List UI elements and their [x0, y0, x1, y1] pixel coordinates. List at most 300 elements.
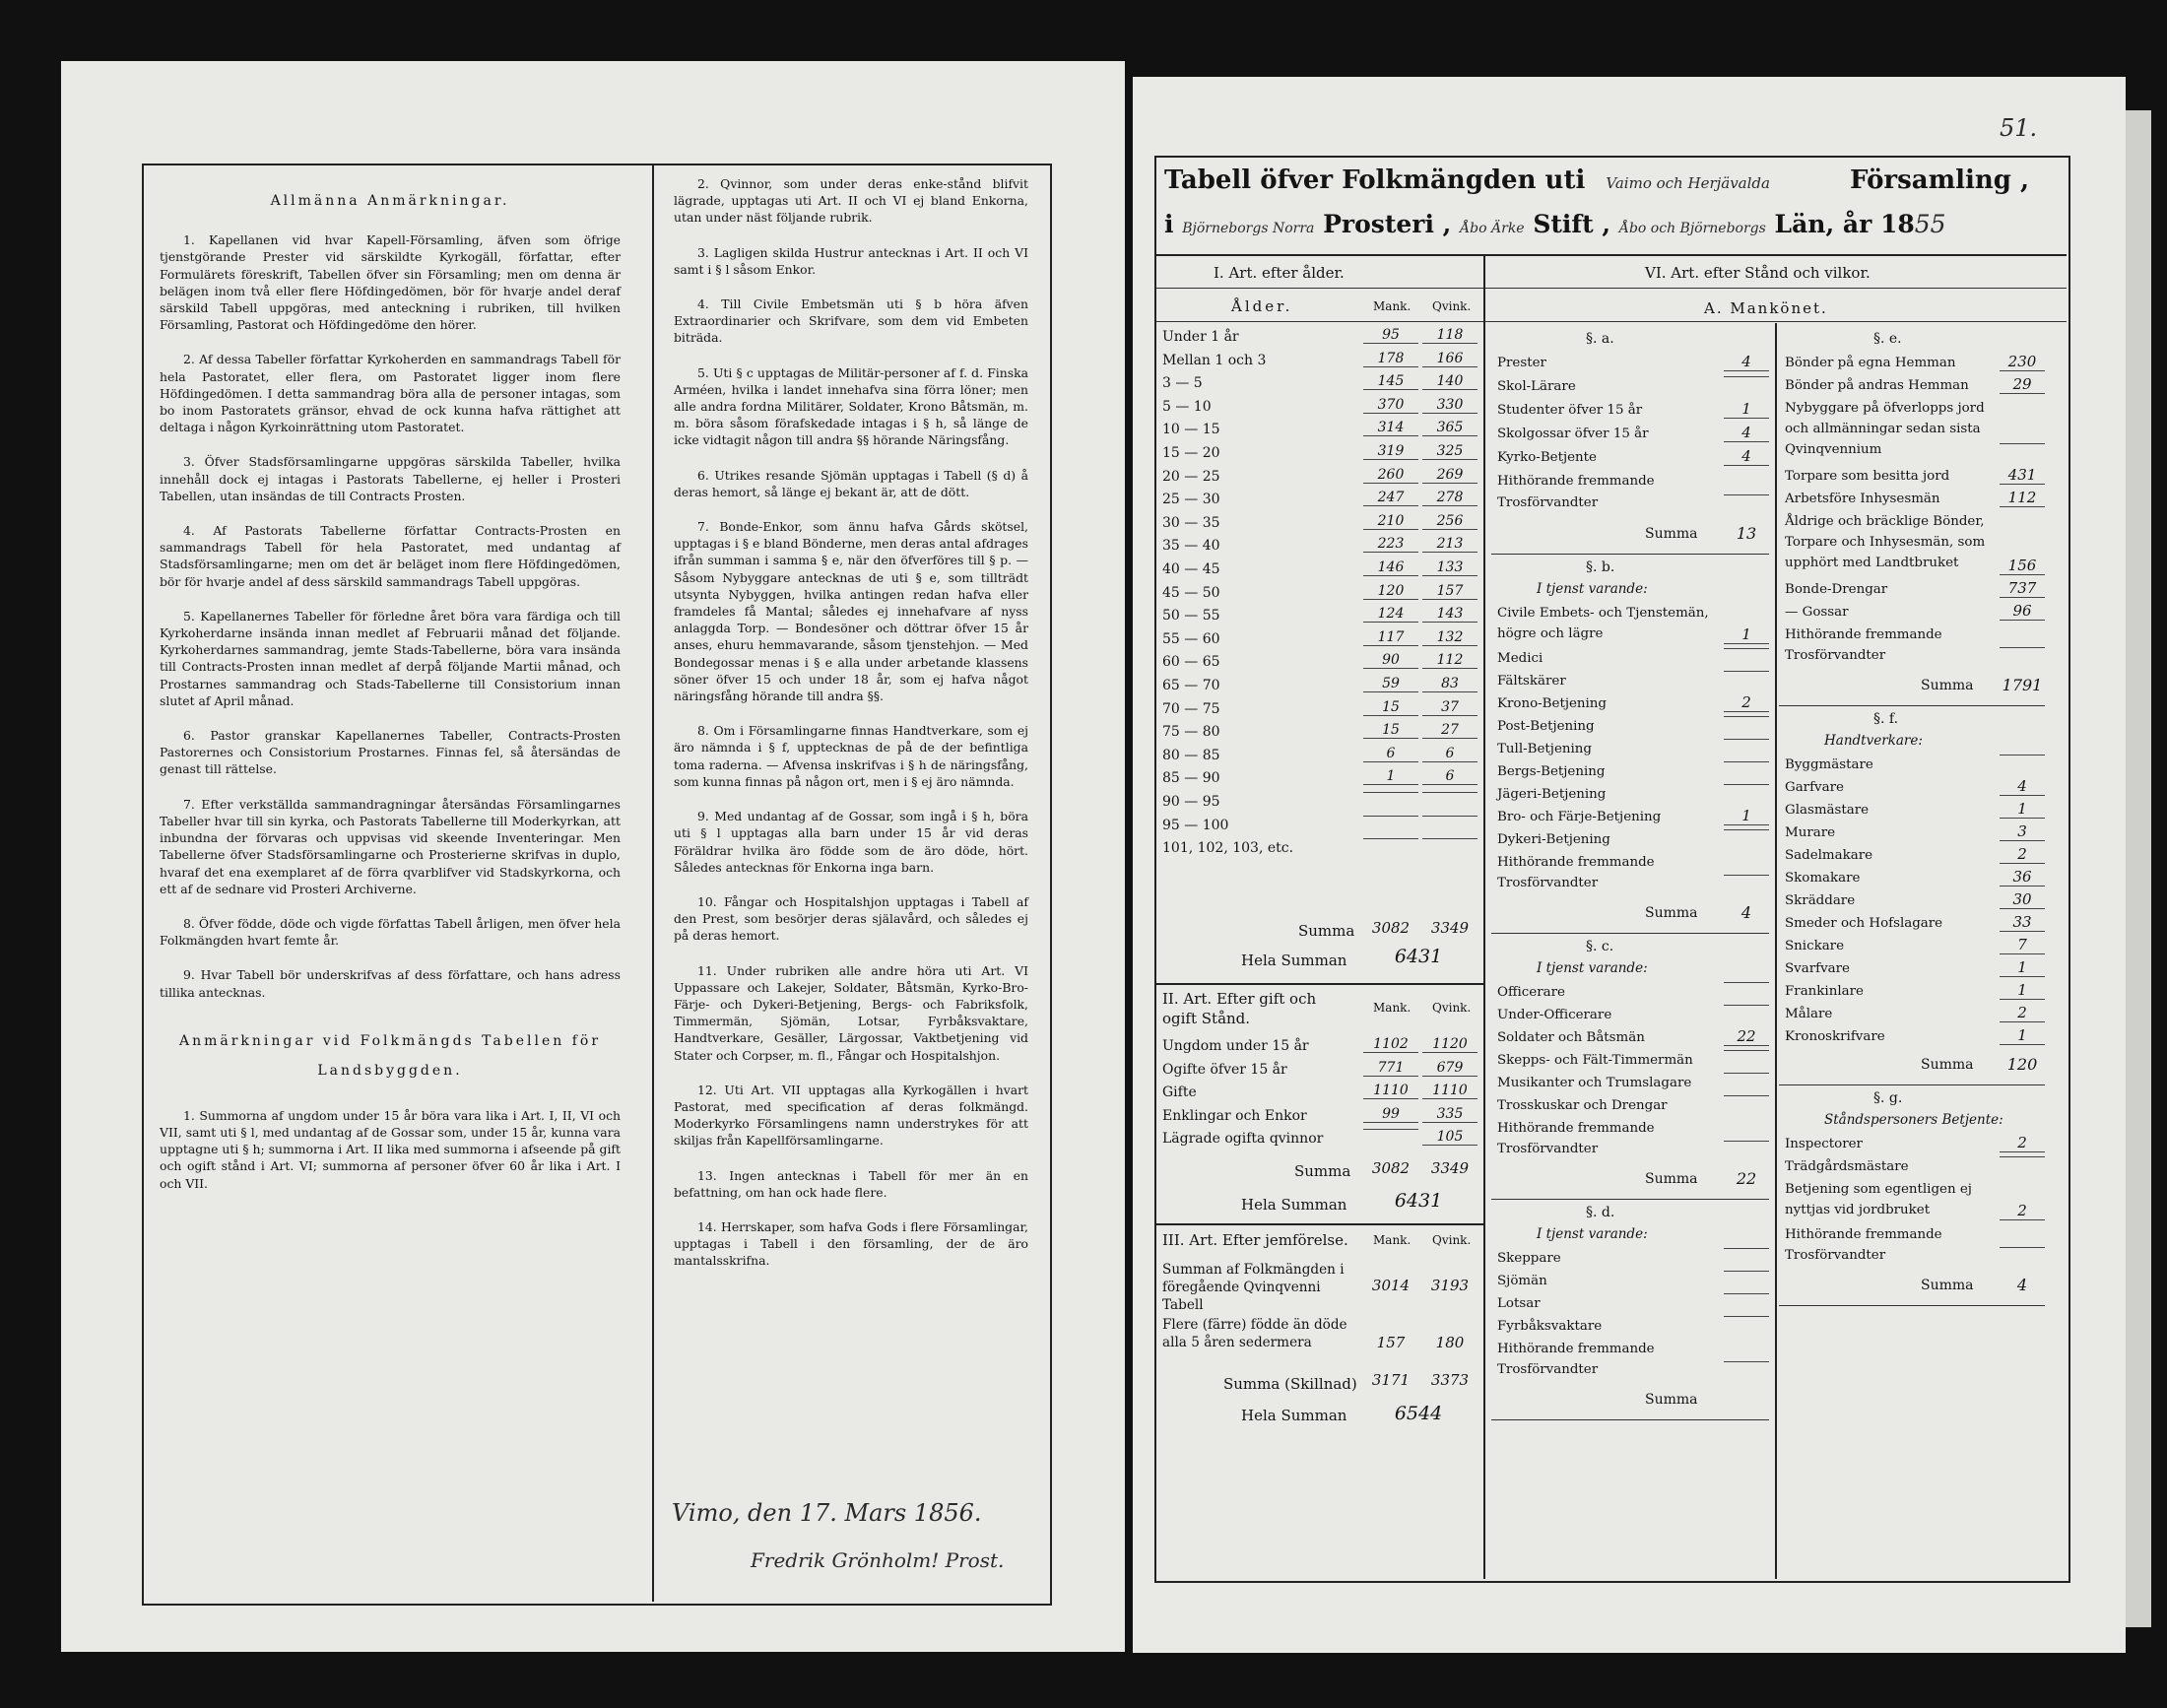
section-summa-value: 22	[1736, 1169, 1757, 1188]
page-number: 51.	[2000, 114, 2038, 142]
civil-status-row-men: 1110	[1363, 1083, 1418, 1099]
age-row-label: 3 — 5	[1162, 375, 1203, 392]
age-row-label: 5 — 10	[1162, 398, 1212, 415]
section-rule	[1779, 705, 2045, 706]
section-row-value: 4	[1724, 424, 1769, 442]
age-row-men: 59	[1363, 676, 1418, 692]
art3-row-women: 180	[1435, 1334, 1465, 1351]
section-row-label: Krono-Betjening	[1497, 696, 1608, 711]
section-row-value: 431	[2000, 466, 2045, 485]
civil-status-row-label: Enklingar och Enkor	[1162, 1107, 1307, 1124]
remark-paragraph: 4. Af Pastorats Tabellerne författar Contracts-Prosten en sammandrags Tabell för hela Pastoratet, med undantag af Stadsförsamlingarne; men om det är beläget inom flere Höfdingedömen, bör för hvarje andel af dess särskild sammandrags Tabell uppgöras.	[160, 523, 621, 589]
section-row-label: Hithörande fremmande Trosförvandter	[1497, 855, 1655, 890]
age-row-label: 80 — 85	[1162, 747, 1220, 763]
age-row-women: 118	[1422, 327, 1478, 344]
age-row-label: 20 — 25	[1162, 468, 1220, 485]
section-row-value	[1724, 1005, 1769, 1006]
section-row-value: 30	[2000, 890, 2045, 909]
section-rule	[1491, 554, 1769, 555]
art2-rule	[1156, 983, 1483, 985]
art3-summa-label: Summa (Skillnad)	[1223, 1375, 1357, 1393]
age-row-women	[1422, 792, 1478, 793]
section-title: §. a.	[1586, 331, 1614, 347]
age-row-women: 325	[1422, 443, 1478, 460]
section-row-value: 2	[2000, 845, 2045, 864]
age-row-women: 140	[1422, 373, 1478, 390]
section-summa-label: Summa	[1645, 526, 1698, 542]
section-row-label: Hithörande fremmande Trosförvandter	[1785, 627, 1942, 663]
section-row-value: 156	[2000, 557, 2045, 575]
section-title: §. b.	[1586, 559, 1615, 575]
civil-status-row-label: Ungdom under 15 år	[1162, 1038, 1309, 1054]
section-row-value	[2000, 1247, 2045, 1248]
section-row-label: Skepps- och Fält-Timmermän	[1497, 1053, 1693, 1068]
section-row-label: — Gossar	[1785, 605, 1849, 620]
section-row-label: Trädgårdsmästare	[1785, 1159, 1909, 1174]
age-row-men: 223	[1363, 536, 1418, 553]
age-row-men: 370	[1363, 397, 1418, 414]
age-row-label: 101, 102, 103, etc.	[1162, 840, 1294, 857]
art3-row-label: Summan af Folkmängden i föregående Qvinqvenni Tabell	[1162, 1262, 1345, 1313]
age-row-women: 365	[1422, 420, 1478, 436]
art1-header-rule	[1156, 321, 1483, 322]
section-row-label: Fältskärer	[1497, 674, 1566, 689]
title-text: Län, år 18	[1774, 210, 1915, 238]
section-row-value	[1724, 716, 1769, 717]
title-text: Tabell öfver Folkmängden uti	[1164, 165, 1586, 195]
age-row-women: 278	[1422, 490, 1478, 506]
art6-title: VI. Art. efter Stånd och vilkor.	[1645, 264, 1871, 282]
section-row-label: Svarfvare	[1785, 961, 1850, 976]
remark-paragraph: 1. Kapellanen vid hvar Kapell-Församling, äfven som öfrige tjenstgörande Prester vid särskildte Kyrkogäll, författar, efter Formulärets föreskrift, Tabellen öfver sin Församling; men om denna är belägen inom två eller flere Höfdingedömen, bör för hvarje andel deraf särskild Tabell uppgöras, med anteckning i rubriken, till hvilken Församling, Pastorat och Höfdingedöme den hörer.	[160, 232, 621, 333]
section-row-label: Bergs-Betjening	[1497, 764, 1606, 779]
art2-header-men: Mank.	[1373, 1001, 1412, 1015]
section-subtitle: Ståndspersoners Betjente:	[1824, 1112, 2003, 1128]
age-row-men: 90	[1363, 652, 1418, 669]
section-row-value: 2	[2000, 1004, 2045, 1022]
section-summa-label: Summa	[1645, 1171, 1698, 1187]
art2-summa-women: 3349	[1430, 1159, 1470, 1177]
remark-paragraph: 11. Under rubriken alle andre höra uti Art. VI Uppassare och Lakejer, Soldater, Båtsmän, Kyrko-Bro-Färje- och Dykeri-Betjening, Bergs- och Fabriksfolk, Timmermän, Sjömän, Lotsar, Fyrbåksvaktare, Handtverkare, Gesäller, Lärgossar, Vaktbetjening vid Stater och Corpser, m. fl., Fångar och Hospitalshjon.	[674, 962, 1028, 1063]
section-subtitle: I tjenst varande:	[1537, 581, 1648, 597]
art3-summa-men: 3171	[1371, 1371, 1411, 1389]
section-row-value	[1724, 648, 1769, 649]
section-row-label: Sadelmakare	[1785, 848, 1873, 863]
civil-status-row-women: 1110	[1422, 1083, 1478, 1099]
section-subtitle: I tjenst varande:	[1537, 1226, 1648, 1242]
section-row-value: 1	[2000, 800, 2045, 819]
art6-rule	[1485, 288, 2067, 289]
section-rule	[1491, 933, 1769, 934]
section-row-value	[1724, 875, 1769, 876]
age-row-men	[1363, 792, 1418, 793]
section-row-value	[1724, 1073, 1769, 1074]
page-edge	[2126, 110, 2151, 1627]
diocese-name: Åbo Ärke	[1460, 221, 1525, 236]
section-row-label: Garfvare	[1785, 780, 1844, 795]
art3-title: III. Art. Efter jemförelse.	[1162, 1231, 1348, 1249]
art3-row-women: 3193	[1430, 1277, 1470, 1294]
section-row-value: 7	[2000, 936, 2045, 954]
art2-summa-men: 3082	[1371, 1159, 1411, 1177]
age-row-women: 256	[1422, 513, 1478, 530]
age-row-label: 75 — 80	[1162, 724, 1220, 741]
remark-paragraph: 3. Lagligen skilda Hustrur antecknas i Art. II och VI samt i § l såsom Enkor.	[674, 244, 1028, 277]
art3-header-women: Qvink.	[1432, 1233, 1472, 1247]
age-row-men: 146	[1363, 559, 1418, 576]
section-summa-label: Summa	[1645, 905, 1698, 921]
signature-name: Fredrik Grönholm! Prost.	[751, 1548, 1005, 1572]
section-row-label: Studenter öfver 15 år	[1497, 403, 1643, 418]
section-row-value	[1724, 671, 1769, 672]
age-row-label: 55 — 60	[1162, 630, 1220, 647]
age-row-label: 45 — 50	[1162, 584, 1220, 601]
age-row-men: 247	[1363, 490, 1418, 506]
civil-status-row-men: 771	[1363, 1060, 1418, 1077]
art1-header-women: Qvink.	[1432, 299, 1472, 313]
section-row-label: Frankinlare	[1785, 984, 1864, 999]
remark-paragraph: 2. Af dessa Tabeller författar Kyrkoherden en sammandrags Tabell för hela Pastoratet, eller flera, om Pastoratet ligger inom flere Höfdingedömen. I detta sammandrag böra alla de personer intagas, som bo inom Pastoratets gränsor, ehvad de ock kunna hafva rättighet att deltaga i någon Kyrkoinrättning utom Pastoratet.	[160, 352, 621, 435]
art3-row-label: Flere (färre) födde än döde alla 5 åren sedermera	[1162, 1317, 1347, 1350]
section-row-value: 1	[1724, 807, 1769, 825]
section-row-label: Officerare	[1497, 985, 1565, 1000]
age-row-label: 65 — 70	[1162, 678, 1220, 693]
section-title: §. e.	[1873, 331, 1902, 347]
section-row-label: Lotsar	[1497, 1296, 1541, 1311]
section-summa-value: 4	[1740, 903, 1752, 922]
section-row-label: Trosskuskar och Drengar	[1497, 1098, 1668, 1113]
section-row-value: 29	[2000, 375, 2045, 394]
section-row-label: Hithörande fremmande Trosförvandter	[1497, 474, 1655, 510]
section-row-label: Glasmästare	[1785, 803, 1870, 818]
section-title: §. d.	[1586, 1205, 1615, 1220]
remark-paragraph: 7. Efter verkställda sammandragningar återsändas Församlingarnes Tabeller hvar till sin kyrka, och Pastorats Tabellerne till Moderkyrkan, att inbundna der förvaras och uppvisas vid skeende Inventeringar. Men Tabellerne öfver Stadsförsamlingarne och Prosterierne skrifvas in duplo, hvaraf det ena exemplaret af de förra qvarblifver vid Stadskyrkorna, och ett af de sednare vid Prosteri Archiverne.	[160, 796, 621, 896]
section-row-value: 2	[2000, 1134, 2045, 1152]
section-row-value	[1724, 982, 1769, 983]
art3-row-men: 3014	[1371, 1277, 1411, 1294]
art1-summa-women: 3349	[1430, 919, 1470, 937]
art2-summa-label: Summa	[1294, 1162, 1351, 1180]
section-row-value	[1724, 739, 1769, 740]
section-row-label: Bönder på egna Hemman	[1785, 356, 1956, 370]
section-row-label: Murare	[1785, 825, 1836, 840]
art2-header-women: Qvink.	[1432, 1001, 1472, 1015]
section-row-value: 4	[2000, 777, 2045, 796]
section-rule	[1779, 1305, 2045, 1306]
section-row-label: Post-Betjening	[1497, 719, 1595, 734]
civil-status-row-men	[1363, 1129, 1418, 1130]
age-row-men: 1	[1363, 768, 1418, 785]
age-row-label: 35 — 40	[1162, 538, 1220, 555]
age-row-label: 70 — 75	[1162, 700, 1220, 717]
civil-status-row-label: Lägrade ogifta qvinnor	[1162, 1131, 1324, 1148]
section-rule	[1491, 1199, 1769, 1200]
section-row-value	[1724, 1271, 1769, 1272]
age-row-men: 15	[1363, 722, 1418, 739]
remark-paragraph: 3. Öfver Stadsförsamlingarne uppgöras särskilda Tabeller, hvilka innehåll dock ej intagas i Pastorats Tabellerne, ej heller i Prosteri Tabellen, utan insändas de till Contracts Prosten.	[160, 454, 621, 503]
age-row-women: 112	[1422, 652, 1478, 669]
age-row-women: 133	[1422, 559, 1478, 576]
section-row-value: 4	[1724, 353, 1769, 371]
section-row-label: Målare	[1785, 1007, 1833, 1021]
section-summa-value: 4	[2016, 1276, 2028, 1294]
remark-paragraph: 14. Herrskaper, som hafva Gods i flere Församlingar, upptagas i Tabell i den församling, der de äro mantalsskrifna.	[674, 1218, 1028, 1269]
civil-status-row-women: 1120	[1422, 1036, 1478, 1053]
age-row-women: 37	[1422, 699, 1478, 716]
age-row-women: 330	[1422, 397, 1478, 414]
age-row-label: 95 — 100	[1162, 817, 1229, 833]
section-row-label: Byggmästare	[1785, 757, 1873, 772]
age-row-women: 166	[1422, 351, 1478, 367]
section-row-value: 1	[2000, 958, 2045, 977]
art3-header-men: Mank.	[1373, 1233, 1412, 1247]
title-text: Stift ,	[1533, 210, 1611, 238]
section-row-value	[1724, 761, 1769, 762]
left-page	[61, 61, 1125, 1652]
section-row-value: 96	[2000, 602, 2045, 621]
section-row-label: Under-Officerare	[1497, 1008, 1612, 1022]
age-row-women: 83	[1422, 676, 1478, 692]
section-row-label: Nybyggare på öfverlopps jord och allmänningar sedan sista Qvinqvennium	[1785, 401, 1985, 457]
county-name: Åbo och Björneborgs	[1618, 221, 1766, 236]
title-rule	[1154, 254, 2067, 256]
art6-subtitle: A. Mankönet.	[1704, 299, 1828, 317]
age-row-men: 120	[1363, 583, 1418, 600]
section-row-label: Skolgossar öfver 15 år	[1497, 427, 1649, 441]
civil-status-row-women: 679	[1422, 1060, 1478, 1077]
section-rule	[1491, 1419, 1769, 1420]
remark-paragraph: 9. Med undantag af de Gossar, som ingå i § h, böra uti § l upptagas alla barn under 15 år vid deras Föräldrar hvilka äro födde som de äro döde, hört. Således antecknas för Enkorna inga barn.	[674, 809, 1028, 875]
section-row-label: Kronoskrifvare	[1785, 1029, 1885, 1044]
section-row-label: Jägeri-Betjening	[1497, 787, 1607, 802]
section-row-value: 112	[2000, 489, 2045, 507]
art1-summa-men: 3082	[1371, 919, 1411, 937]
age-row-label: 30 — 35	[1162, 514, 1220, 531]
art6-sub-rule	[1485, 321, 2067, 322]
age-row-women: 6	[1422, 768, 1478, 785]
art1-title: I. Art. efter ålder.	[1214, 264, 1345, 282]
section-row-value	[2000, 443, 2045, 444]
age-row-men: 15	[1363, 699, 1418, 716]
general-remarks-heading: Allmänna Anmärkningar.	[270, 193, 510, 209]
section-row-value	[1724, 1361, 1769, 1362]
year-digits: 55	[1914, 210, 1946, 238]
section-row-value	[2000, 647, 2045, 648]
title-text: Prosteri ,	[1323, 210, 1452, 238]
age-row-men: 260	[1363, 467, 1418, 484]
section-row-label: Snickare	[1785, 939, 1845, 953]
section-row-label: Medici	[1497, 651, 1543, 666]
remarks-continued-column	[674, 175, 1028, 1287]
section-summa-value: 120	[2006, 1055, 2038, 1074]
section-row-label: Arbetsföre Inhysesmän	[1785, 492, 1940, 506]
title-text: Församling ,	[1850, 165, 2030, 195]
section-row-label: Kyrko-Betjente	[1497, 450, 1597, 465]
section-row-value: 33	[2000, 913, 2045, 932]
section-row-value	[1724, 829, 1769, 830]
section-row-value: 3	[2000, 822, 2045, 841]
section-row-value: 4	[1724, 447, 1769, 466]
section-row-label: Dykeri-Betjening	[1497, 832, 1610, 847]
age-row-men	[1363, 816, 1418, 817]
section-row-value	[1724, 1095, 1769, 1096]
deanery-name: Björneborgs Norra	[1182, 221, 1315, 236]
age-row-label: 85 — 90	[1162, 770, 1220, 787]
art1-header-men: Mank.	[1373, 299, 1412, 313]
section-row-value	[2000, 1156, 2045, 1157]
section-row-label: Bonde-Drengar	[1785, 582, 1888, 597]
remark-paragraph: 10. Fångar och Hospitalshjon upptagas i Tabell af den Prest, som besörjer deras själavård, och således ej på deras hemort.	[674, 893, 1028, 944]
title-text: i	[1164, 210, 1174, 238]
age-row-men	[1363, 838, 1418, 839]
section-row-value: 1	[2000, 1026, 2045, 1045]
section-summa-label: Summa	[1921, 1278, 1974, 1293]
age-row-men: 314	[1363, 420, 1418, 436]
remark-paragraph: 8. Om i Församlingarne finnas Handtverkare, som ej äro nämnda i § f, upptecknas de på de der befintliga toma raderna. — Afvensa inskrifvas i § h de näringsfång, som kunna finnas på någon ort, men i § ej äro nämnda.	[674, 723, 1028, 789]
age-row-label: 60 — 65	[1162, 654, 1220, 671]
section-row-label: Åldrige och bräcklige Bönder, Torpare och Inhysesmän, som upphört med Landtbruket	[1785, 514, 1986, 570]
remark-paragraph: 9. Hvar Tabell bör underskrifvas af dess författare, och hans adress tillika antecknas.	[160, 967, 621, 1000]
table-subtitle	[1164, 210, 2061, 238]
section-row-label: Prester	[1497, 356, 1546, 370]
age-row-label: Under 1 år	[1162, 329, 1239, 345]
age-row-label: 40 — 45	[1162, 561, 1220, 577]
section-row-label: Civile Embets- och Tjenstemän, högre och lägre	[1497, 606, 1709, 641]
section-row-label: Soldater och Båtsmän	[1497, 1030, 1645, 1045]
age-row-women: 143	[1422, 606, 1478, 623]
section-title: §. c.	[1586, 939, 1614, 954]
section-row-label: Skomakare	[1785, 871, 1861, 886]
section-row-label: Sjömän	[1497, 1274, 1547, 1288]
remark-paragraph: 7. Bonde-Enkor, som ännu hafva Gårds skötsel, upptagas i § e bland Bönderne, men deras antal afdrages ifrån summan i samma § e, när den öfverföres till § p. — Såsom Nybyggare antecknas de uti § e, som tillträdt utsynta Nybyggen, hvilka antingen redan hafva eller framdeles få Mantal; således ej innehafvare af nyss anlaggda Torp. — Bondesöner och döttrar öfver 15 år anses, ehuru hemmavarande, såsom tjenstehjon. — Med Bondegossar menas i § e alla under arbetande klassens söner öfver 15 och under 18 år, som ej hafva något näringsfång hörande till andra §§.	[674, 519, 1028, 704]
age-row-label: 10 — 15	[1162, 422, 1220, 438]
section-row-value	[1724, 1248, 1769, 1249]
section-row-label: Tull-Betjening	[1497, 742, 1592, 756]
section-subtitle: Handtverkare:	[1824, 733, 1923, 749]
section-row-label: Skeppare	[1497, 1251, 1561, 1266]
age-row-label: 90 — 95	[1162, 794, 1220, 810]
remark-paragraph: 5. Kapellanernes Tabeller för förledne året böra vara färdiga och till Kyrkoherdarne insända innan medlet af Februarii månad det följande. Kyrkoherdarnes sammandrag, jemte Stads-Tabellerne, böra vara insända till Contracts-Prosten innan medlet af derpå följande Martii månad, och Prostarnes sammandrag och Stads-Tabellerne till Consistorium innan slutet af April månad.	[160, 608, 621, 708]
section-row-value: 22	[1724, 1027, 1769, 1046]
art6-divider	[1775, 323, 1777, 1579]
section-row-value	[1724, 1293, 1769, 1294]
art3-row-men: 157	[1376, 1334, 1406, 1351]
remark-paragraph: 5. Uti § c upptagas de Militär-personer af f. d. Finska Arméen, hvilka i landet innehafva sina förra löner; men alle andra fordna Militärer, Soldater, Krono Båtsmän, m. m. böra såsom förafskedade intagas i § h, så länge de icke vidtagit någon till andra §§ hörande Näringsfång.	[674, 364, 1028, 448]
civil-status-row-men: 1102	[1363, 1036, 1418, 1053]
section-row-label: Torpare som besitta jord	[1785, 469, 1950, 484]
section-summa-value: 13	[1736, 524, 1757, 543]
age-row-women: 269	[1422, 467, 1478, 484]
section-row-value	[1724, 494, 1769, 495]
age-row-men: 95	[1363, 327, 1418, 344]
section-row-label: Inspectorer	[1785, 1137, 1863, 1151]
age-row-women: 132	[1422, 629, 1478, 646]
age-row-label: 50 — 55	[1162, 608, 1220, 624]
remark-paragraph: 6. Pastor granskar Kapellanernes Tabeller, Contracts-Prosten Pastorernes och Consistorium Prostarnes. Finnas fel, så återsändas de genast till rättelse.	[160, 728, 621, 777]
age-row-label: 25 — 30	[1162, 492, 1220, 508]
civil-status-row-women: 335	[1422, 1106, 1478, 1123]
age-row-men: 178	[1363, 351, 1418, 367]
age-row-label: 15 — 20	[1162, 445, 1220, 461]
section-summa-label: Summa	[1921, 678, 1974, 693]
signature-date: Vimo, den 17. Mars 1856.	[672, 1499, 982, 1527]
section-row-label: Bro- och Färje-Betjening	[1497, 810, 1662, 824]
section-row-value: 230	[2000, 353, 2045, 371]
age-row-women: 27	[1422, 722, 1478, 739]
age-row-men: 124	[1363, 606, 1418, 623]
section-row-value	[1724, 1141, 1769, 1142]
age-row-men: 319	[1363, 443, 1418, 460]
age-row-men: 6	[1363, 746, 1418, 762]
section-summa-value: 1791	[2002, 676, 2043, 694]
section-row-value: 1	[2000, 981, 2045, 1000]
section-row-value: 1	[1724, 625, 1769, 644]
section-row-value: 1	[1724, 400, 1769, 419]
section-rule	[1779, 1084, 2045, 1085]
section-title: §. f.	[1873, 711, 1899, 727]
section-row-value	[1724, 784, 1769, 785]
section-row-label: Smeder och Hofslagare	[1785, 916, 1943, 931]
section-row-value: 36	[2000, 868, 2045, 887]
age-row-women: 6	[1422, 746, 1478, 762]
age-row-women: 213	[1422, 536, 1478, 553]
age-row-women	[1422, 816, 1478, 817]
remark-paragraph: 13. Ingen antecknas i Tabell för mer än en befattning, om han ock hade flere.	[674, 1167, 1028, 1200]
age-row-women: 157	[1422, 583, 1478, 600]
art3-hela-value: 6544	[1394, 1403, 1443, 1424]
remark-paragraph: 12. Uti Art. VII upptagas alla Kyrkogällen i hvart Pastorat, med specification af deras folkmängd. Moderkyrko Församlingens namn understrykes för att skiljas från Kapellförsamlingarne.	[674, 1082, 1028, 1149]
section-row-value: 2	[1724, 693, 1769, 712]
section-row-label: Hithörande fremmande Trosförvandter	[1497, 1121, 1655, 1156]
section-row-label: Hithörande fremmande Trosförvandter	[1785, 1227, 1942, 1263]
civil-status-row-label: Ogifte öfver 15 år	[1162, 1061, 1287, 1078]
remark-paragraph: 2. Qvinnor, som under deras enke-stånd blifvit lägrade, upptagas uti Art. II och VI ej bland Enkorna, utan under näst följande rubrik.	[674, 176, 1028, 226]
section-row-label: Bönder på andras Hemman	[1785, 378, 1969, 393]
section-row-label: Hithörande fremmande Trosförvandter	[1497, 1342, 1655, 1377]
section-summa-label: Summa	[1921, 1057, 1974, 1073]
art1-header-age: Ålder.	[1231, 297, 1293, 315]
parish-name: Vaimo och Herjävalda	[1606, 174, 1770, 192]
art3-rule	[1156, 1223, 1483, 1225]
section-row-value	[1724, 376, 1769, 377]
section-row-value: 2	[2000, 1202, 2045, 1220]
section-title: §. g.	[1873, 1090, 1903, 1106]
remark-paragraph: 8. Öfver födde, döde och vigde författas Tabell årligen, men öfver hela Folkmängden hvart femte år.	[160, 915, 621, 949]
art1-hela-label: Hela Summan	[1241, 952, 1347, 969]
section-row-value	[1724, 1050, 1769, 1051]
age-row-men: 117	[1363, 629, 1418, 646]
civil-status-row-label: Gifte	[1162, 1084, 1197, 1101]
right-page	[1133, 77, 2126, 1653]
section-row-label: Skol-Lärare	[1497, 379, 1576, 394]
art3-summa-women: 3373	[1430, 1371, 1470, 1389]
art1-summa-label: Summa	[1298, 922, 1355, 940]
age-row-men: 210	[1363, 513, 1418, 530]
section-row-label: Betjening som egentligen ej nyttjas vid jordbruket	[1785, 1182, 1972, 1217]
art3-hela-label: Hela Summan	[1241, 1407, 1347, 1424]
general-remarks-column	[160, 187, 621, 1210]
table-title	[1164, 165, 2061, 195]
remark-paragraph: 4. Till Civile Embetsmän uti § b höra äfven Extraordinarier och Skrifvare, som dem vid Embeten biträda.	[674, 296, 1028, 346]
section-subtitle: I tjenst varande:	[1537, 960, 1648, 976]
section-row-label: Fyrbåksvaktare	[1497, 1319, 1603, 1334]
section-row-value	[1724, 1316, 1769, 1317]
age-row-women	[1422, 838, 1478, 839]
remark-paragraph: 6. Utrikes resande Sjömän upptagas i Tabell (§ d) å deras hemort, så länge ej bekant är, att de dött.	[674, 467, 1028, 499]
art1-rule	[1156, 288, 1483, 289]
section-summa-label: Summa	[1645, 1392, 1698, 1408]
column-divider	[652, 165, 654, 1602]
